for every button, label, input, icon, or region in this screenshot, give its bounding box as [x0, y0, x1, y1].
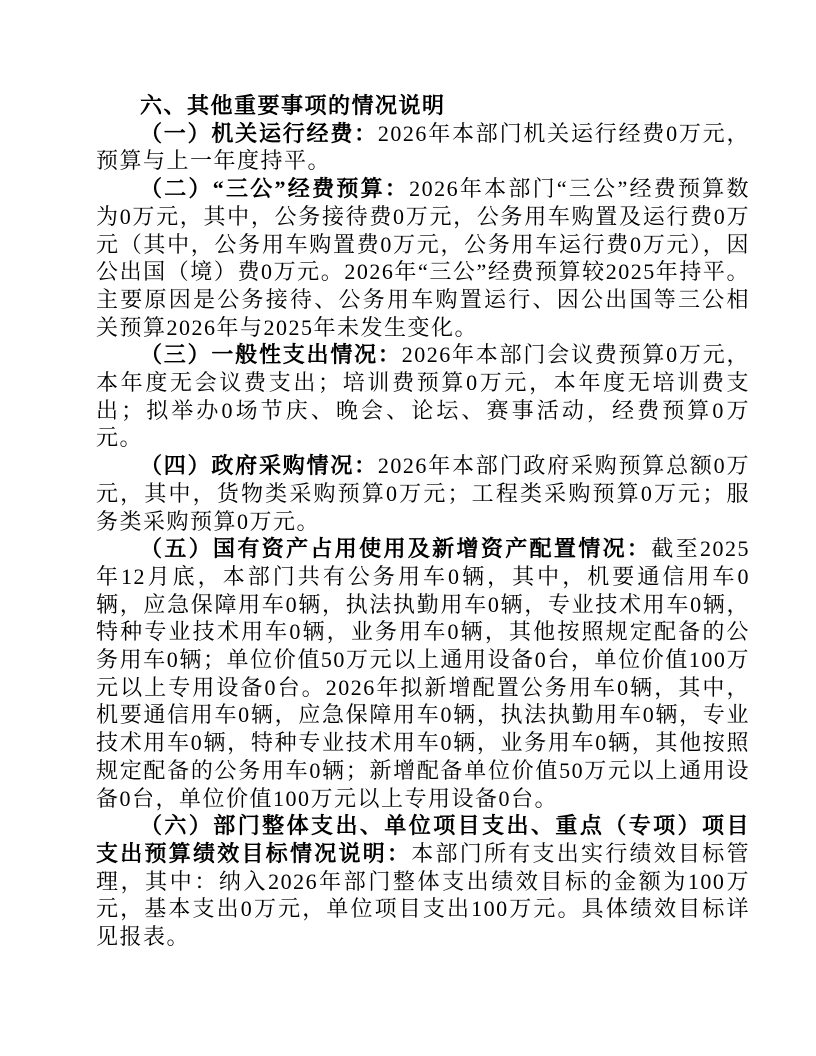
paragraph-text: 2026年本部门机关运行经费0万元，预算与上一年度持平。: [96, 120, 750, 174]
paragraph-label: （一）机关运行经费：: [140, 120, 378, 146]
paragraph-agency-operating-funds: [96, 120, 750, 175]
paragraph-label: （六）部门整体支出、单位项目支出、重点（专项）项目支出预算绩效目标情况说明：: [96, 813, 750, 866]
paragraph-text: 2026年本部门政府采购预算总额0万元，其中，货物类采购预算0万元；工程类采购预算0万元；服务类采购预算0万元。: [96, 453, 750, 534]
paragraph-text: 本部门所有支出实行绩效目标管理，其中：纳入2026年部门整体支出绩效目标的金额为100万元，基本支出0万元，单位项目支出100万元。具体绩效目标详见报表。: [96, 840, 750, 950]
paragraph-label: （五）国有资产占用使用及新增资产配置情况：: [140, 536, 652, 562]
section-heading: 六、其他重要事项的情况说明: [140, 93, 446, 118]
document-body: [96, 92, 750, 951]
paragraph-label: （二）“三公”经费预算：: [140, 176, 410, 202]
paragraph-three-public-expenses: [96, 175, 750, 341]
paragraph-performance-targets: [96, 812, 750, 951]
paragraph-text: 2026年本部门会议费预算0万元，本年度无会议费支出；培训费预算0万元，本年度无培训费支出；拟举办0场节庆、晚会、论坛、赛事活动，经费预算0万元。: [96, 342, 750, 451]
paragraph-general-expenditure: [96, 341, 750, 452]
paragraph-label: （三）一般性支出情况：: [140, 342, 402, 368]
paragraph-text: 截至2025年12月底，本部门共有公务用车0辆，其中，机要通信用车0辆，应急保障用车0辆，执法执勤用车0辆，专业技术用车0辆，特种专业技术用车0辆，业务用车0辆，其他按照规定配备的公务用车0辆；单位价值50万元以上通用设备0台，单位价值100万元以上专用设备0台。2026年拟新增配置公务用车0辆，其中，机要通信用车0辆，应急保障用车0辆，执法执勤用车0辆，专业技术用车0辆，特种专业技术用车0辆，业务用车0辆，其他按照规定配备的公务用车0辆；新增配备单位价值50万元以上通用设备0台，单位价值100万元以上专用设备0台。: [96, 536, 750, 811]
paragraph-government-procurement: [96, 452, 750, 535]
paragraph-label: （四）政府采购情况：: [140, 453, 378, 479]
paragraph-text: 2026年本部门“三公”经费预算数为0万元，其中，公务接待费0万元，公务用车购置及运行费0万元（其中，公务用车购置费0万元，公务用车运行费0万元），因公出国（境）费0万元。2026年“三公”经费预算较2025年持平。主要原因是公务接待、公务用车购置运行、因公出国等三公相关预算2026年与2025年未发生变化。: [96, 176, 750, 340]
paragraph-state-assets: [96, 535, 750, 812]
